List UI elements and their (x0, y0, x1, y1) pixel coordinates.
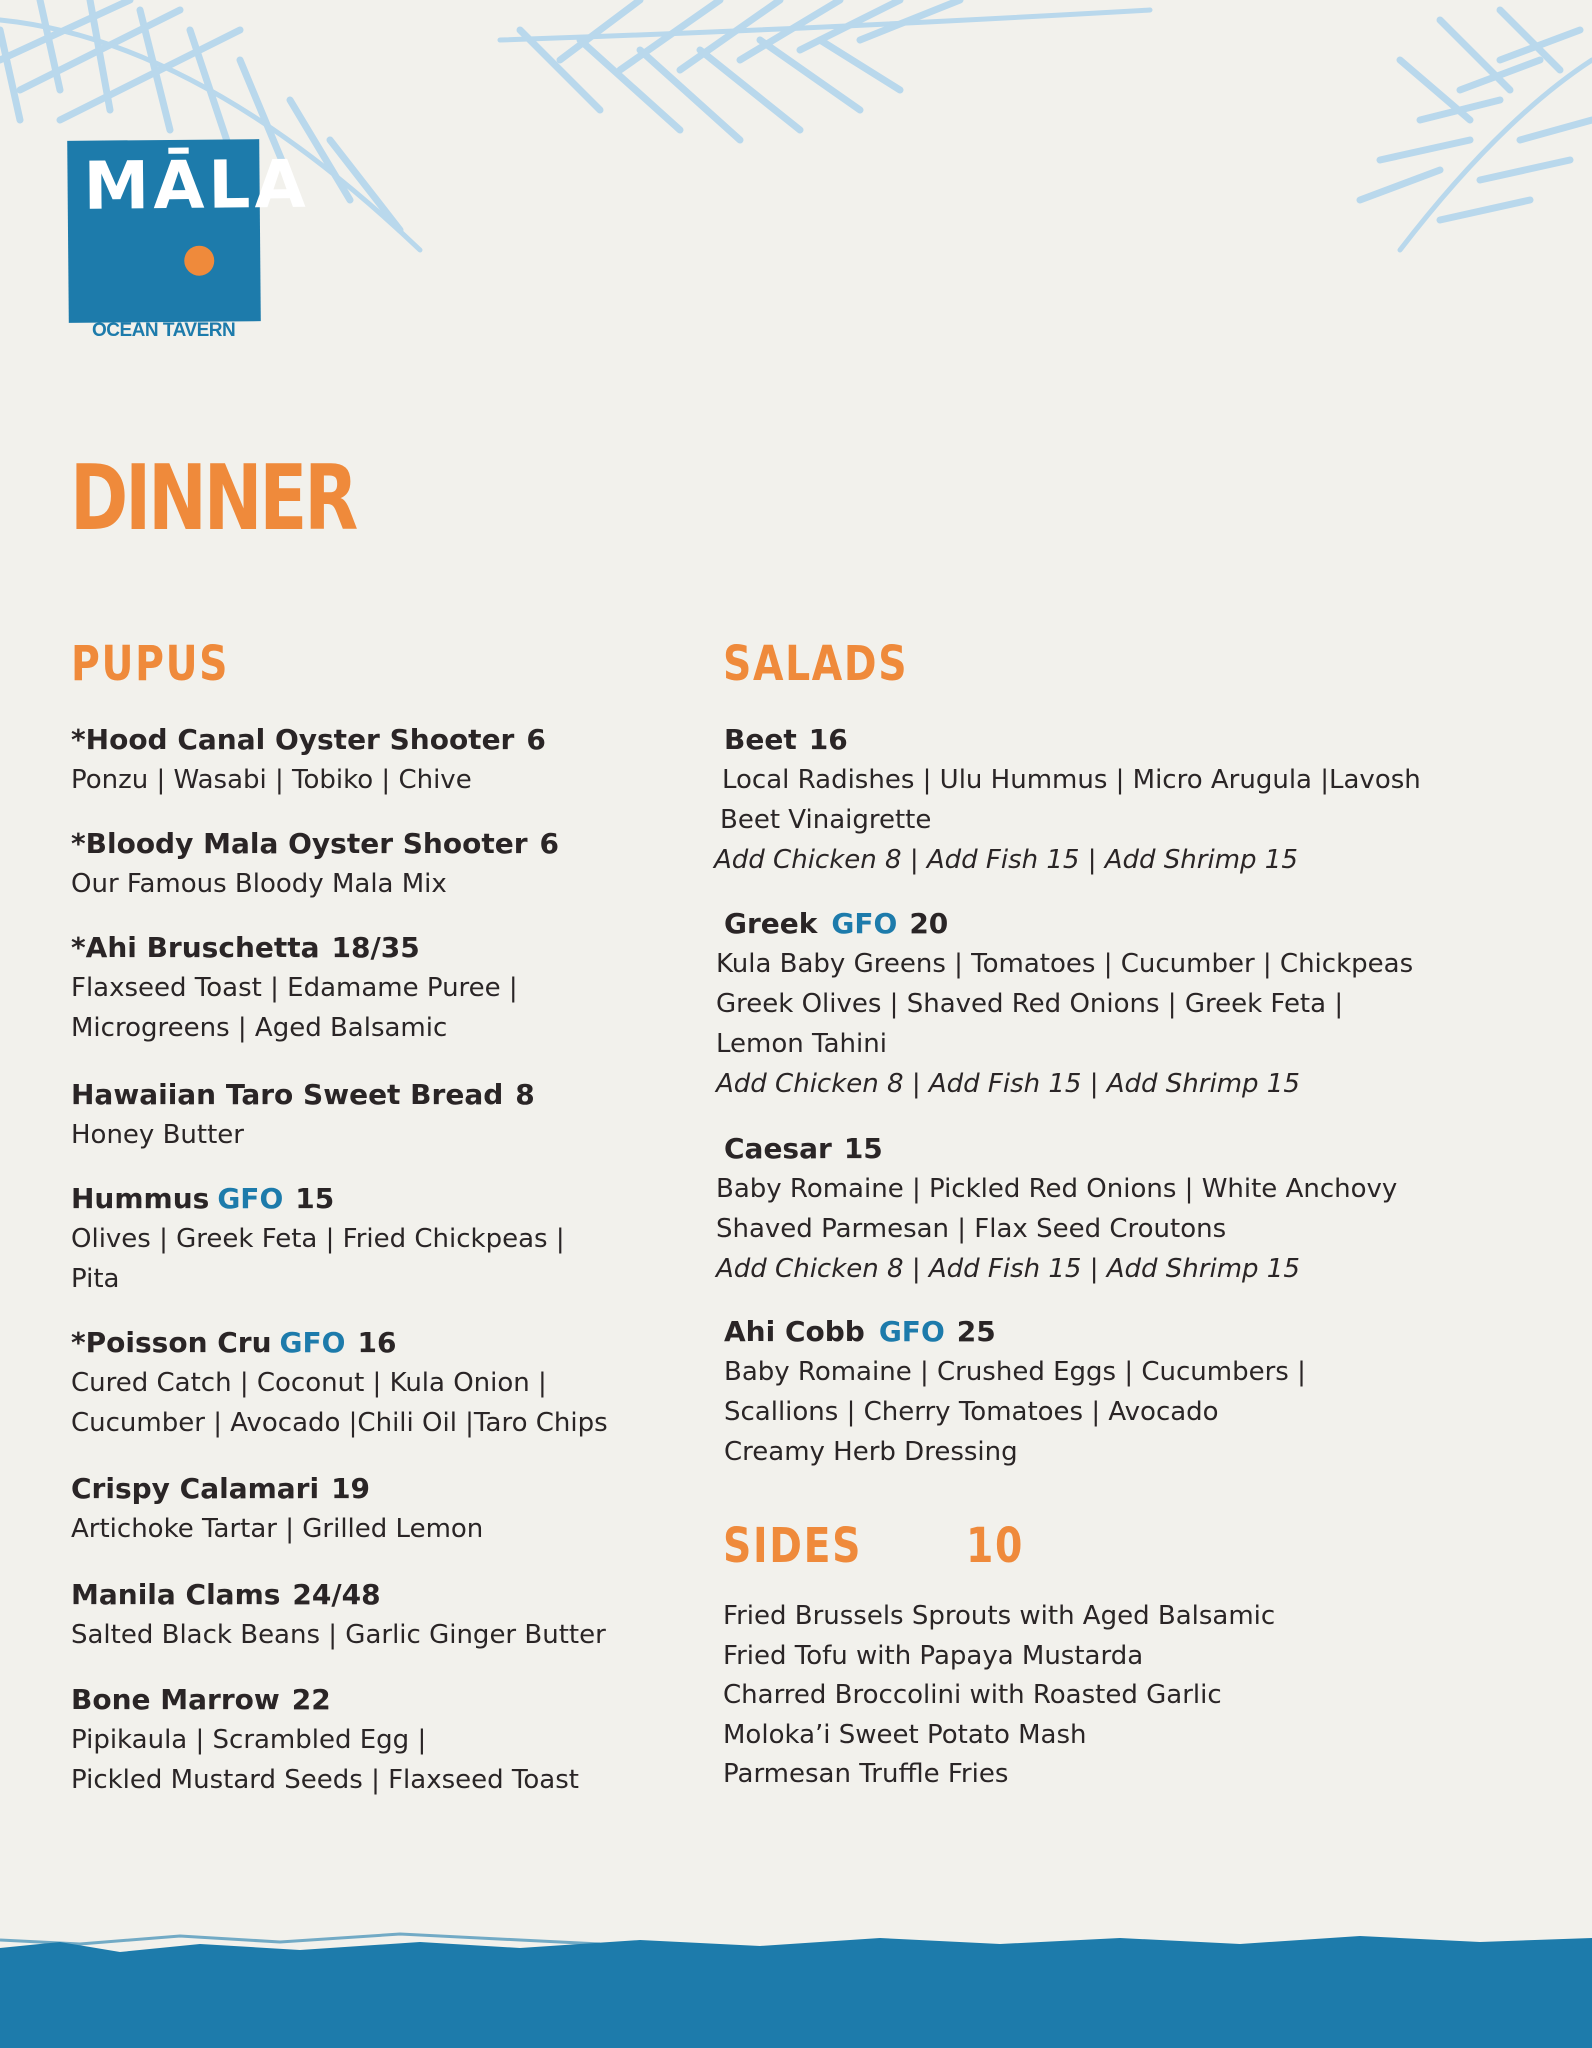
item-name: Hummus (71, 1182, 210, 1215)
page-title: DINNER (70, 446, 356, 551)
item-price: 16 (808, 723, 848, 756)
item-name: *Poisson Cru (71, 1326, 272, 1359)
item-description: Scallions | Cherry Tomatoes | Avocado (724, 1397, 1219, 1427)
item-description: Baby Romaine | Pickled Red Onions | White Anchovy (716, 1174, 1398, 1204)
gfo-tag: GFO (279, 1326, 346, 1359)
menu-item (71, 1179, 565, 1299)
menu-item (71, 928, 518, 1048)
gfo-tag: GFO (878, 1315, 945, 1348)
item-name-row (71, 1680, 579, 1720)
item-price: 24/48 (292, 1578, 381, 1611)
menu-item (714, 720, 1421, 880)
logo-subtitle: OCEAN TAVERN (92, 320, 236, 341)
menu-item (71, 1075, 535, 1155)
item-description: Our Famous Bloody Mala Mix (71, 869, 447, 899)
item-price: 6 (526, 723, 546, 756)
item-name: *Hood Canal Oyster Shooter (71, 723, 515, 756)
item-name-row (71, 1075, 535, 1115)
item-description: Pipikaula | Scrambled Egg | (71, 1725, 427, 1755)
item-name: Caesar (724, 1132, 832, 1165)
item-description: Pickled Mustard Seeds | Flaxseed Toast (71, 1765, 579, 1795)
item-description: Microgreens | Aged Balsamic (71, 1013, 448, 1043)
menu-item (71, 1680, 579, 1800)
item-name: Greek (724, 907, 818, 940)
item-description: Honey Butter (71, 1120, 244, 1150)
item-name-row (71, 824, 559, 864)
item-price: 6 (539, 827, 559, 860)
item-addons: Add Chicken 8 | Add Fish 15 | Add Shrimp 15 (716, 1069, 1300, 1099)
logo-wordmark: MĀLA (83, 145, 310, 225)
sides-list (723, 1597, 1275, 1795)
menu-item (71, 1323, 608, 1443)
item-description: Local Radishes | Ulu Hummus | Micro Arugula |Lavosh (722, 765, 1421, 795)
item-description: Shaved Parmesan | Flax Seed Croutons (716, 1214, 1227, 1244)
menu-item (71, 824, 559, 904)
item-name: *Ahi Bruschetta (71, 931, 320, 964)
side-item: Fried Tofu with Papaya Mustarda (723, 1640, 1144, 1671)
item-description: Baby Romaine | Crushed Eggs | Cucumbers | (724, 1357, 1306, 1387)
item-description: Lemon Tahini (716, 1029, 887, 1059)
item-addons: Add Chicken 8 | Add Fish 15 | Add Shrimp 15 (714, 845, 1298, 875)
item-price: 15 (295, 1182, 335, 1215)
gfo-tag: GFO (831, 907, 898, 940)
item-name-row (720, 720, 1421, 760)
item-description: Greek Olives | Shaved Red Onions | Greek Feta | (716, 989, 1344, 1019)
side-item: Moloka’i Sweet Potato Mash (723, 1719, 1087, 1750)
item-price: 19 (331, 1472, 371, 1505)
item-description: Cured Catch | Coconut | Kula Onion | (71, 1368, 547, 1398)
item-description: Pita (71, 1264, 120, 1294)
side-item: Parmesan Truffle Fries (723, 1759, 1009, 1789)
sides-price: 10 (966, 1518, 1025, 1574)
item-name-row (71, 720, 546, 760)
item-description: Cucumber | Avocado |Chili Oil |Taro Chips (71, 1408, 608, 1438)
sun-dot-icon (184, 246, 214, 276)
item-price: 22 (291, 1683, 331, 1716)
item-description: Artichoke Tartar | Grilled Lemon (71, 1514, 484, 1544)
item-name: Beet (724, 723, 797, 756)
item-name: Ahi Cobb (724, 1315, 865, 1348)
section-heading-sides: SIDES (723, 1518, 863, 1574)
item-name-row (71, 1179, 565, 1219)
side-item: Charred Broccolini with Roasted Garlic (723, 1680, 1222, 1710)
item-name: *Bloody Mala Oyster Shooter (71, 827, 528, 860)
item-name-row (71, 928, 518, 968)
item-description: Kula Baby Greens | Tomatoes | Cucumber | Chickpeas (716, 949, 1414, 979)
item-price: 15 (843, 1132, 883, 1165)
item-name-row (71, 1323, 608, 1363)
section-heading-salads: SALADS (723, 636, 909, 692)
item-price: 16 (357, 1326, 397, 1359)
item-description: Ponzu | Wasabi | Tobiko | Chive (71, 765, 472, 795)
item-description: Olives | Greek Feta | Fried Chickpeas | (71, 1224, 565, 1254)
menu-item (71, 720, 546, 800)
item-name: Hawaiian Taro Sweet Bread (71, 1078, 504, 1111)
item-price: 8 (515, 1078, 535, 1111)
mala-logo (67, 139, 310, 323)
item-description: Flaxseed Toast | Edamame Puree | (71, 973, 518, 1003)
item-name: Crispy Calamari (71, 1472, 320, 1505)
item-name-row (71, 1469, 483, 1509)
item-name-row (71, 1575, 606, 1615)
item-description: Beet Vinaigrette (720, 805, 932, 835)
item-price: 18/35 (331, 931, 420, 964)
side-item: Fried Brussels Sprouts with Aged Balsamic (723, 1601, 1276, 1631)
ocean-wave-band (0, 1930, 1592, 2048)
item-name: Bone Marrow (71, 1683, 280, 1716)
gfo-tag: GFO (217, 1182, 284, 1215)
item-price: 25 (956, 1315, 996, 1348)
menu-item (724, 1312, 1306, 1472)
menu-item (71, 1575, 606, 1655)
item-addons: Add Chicken 8 | Add Fish 15 | Add Shrimp 15 (716, 1254, 1300, 1284)
item-name-row (716, 904, 1413, 944)
item-name: Manila Clams (71, 1578, 281, 1611)
item-description: Creamy Herb Dressing (724, 1437, 1018, 1467)
item-description: Salted Black Beans | Garlic Ginger Butter (71, 1620, 606, 1650)
menu-item (716, 904, 1413, 1104)
menu-item (71, 1469, 483, 1549)
menu-item (716, 1129, 1397, 1289)
item-name-row (724, 1312, 1306, 1352)
section-heading-pupus: PUPUS (71, 636, 230, 692)
item-price: 20 (909, 907, 949, 940)
item-name-row (716, 1129, 1397, 1169)
